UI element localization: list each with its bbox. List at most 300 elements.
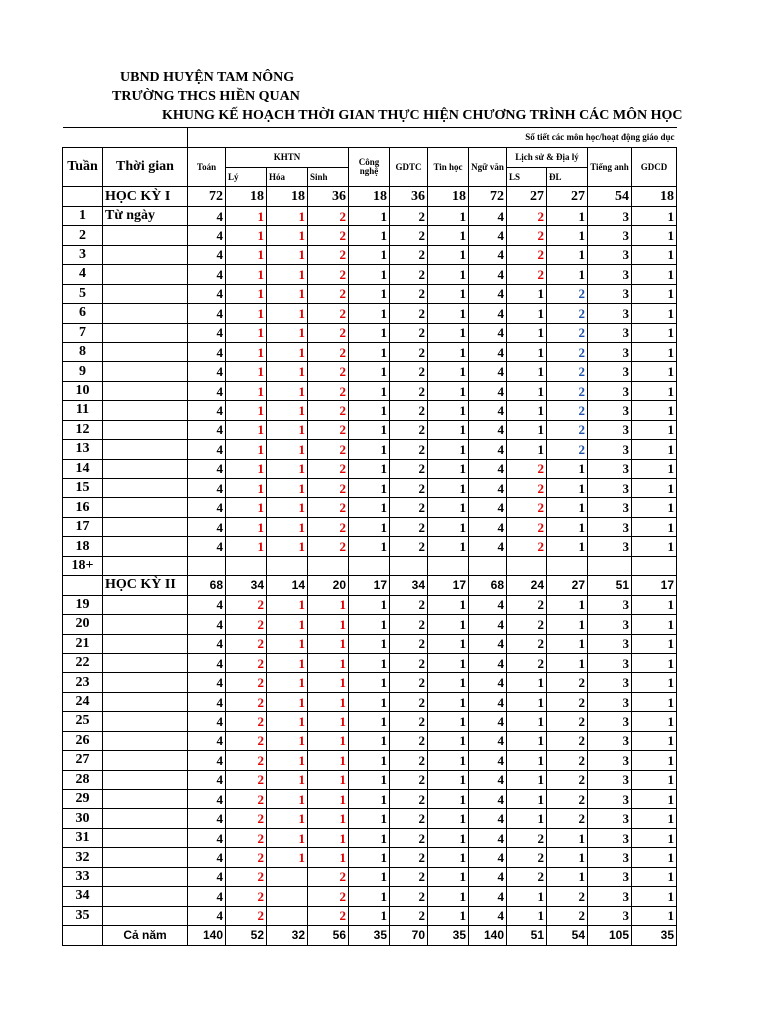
week-number: 17	[63, 517, 103, 536]
table-cell: 2	[390, 828, 428, 847]
period-cell	[103, 323, 188, 342]
table-cell: 4	[188, 828, 226, 847]
table-cell: 1	[349, 809, 390, 828]
table-cell: 2	[507, 848, 547, 867]
table-cell: 3	[588, 712, 632, 731]
week-number: 18+	[63, 556, 103, 575]
table-cell: 1	[428, 440, 469, 459]
total-cell: 27	[547, 187, 588, 206]
table-cell: 1	[267, 712, 308, 731]
table-cell: 2	[308, 401, 349, 420]
table-cell: 1	[267, 848, 308, 867]
table-cell: 1	[267, 420, 308, 439]
table-cell: 1	[349, 401, 390, 420]
table-cell: 4	[469, 634, 507, 653]
table-cell: 1	[226, 479, 267, 498]
table-cell: 1	[428, 206, 469, 225]
table-cell: 4	[469, 498, 507, 517]
table-cell: 1	[428, 906, 469, 925]
table-row	[63, 809, 677, 828]
total-cell: 34	[390, 576, 428, 595]
table-cell: 3	[588, 517, 632, 536]
table-cell: 1	[349, 790, 390, 809]
table-cell: 1	[632, 420, 677, 439]
table-cell: 1	[507, 751, 547, 770]
table-cell: 2	[547, 673, 588, 692]
total-cell: 32	[267, 926, 308, 945]
table-cell: 1	[267, 770, 308, 789]
table-cell: 3	[588, 459, 632, 478]
header-blank	[63, 128, 188, 148]
table-cell	[349, 556, 390, 575]
table-row	[63, 401, 677, 420]
table-cell: 2	[390, 770, 428, 789]
total-cell: 17	[428, 576, 469, 595]
table-cell: 2	[226, 770, 267, 789]
table-cell: 1	[349, 828, 390, 847]
table-cell: 2	[226, 712, 267, 731]
period-cell	[103, 653, 188, 672]
table-row	[63, 226, 677, 245]
table-cell: 1	[507, 887, 547, 906]
week-number: 29	[63, 790, 103, 809]
table-row	[63, 595, 677, 614]
table-cell: 4	[188, 673, 226, 692]
total-cell: 52	[226, 926, 267, 945]
table-cell: 1	[267, 790, 308, 809]
table-cell: 2	[507, 459, 547, 478]
table-cell: 2	[226, 595, 267, 614]
total-cell: 72	[469, 187, 507, 206]
table-cell: 4	[188, 848, 226, 867]
table-cell: 2	[226, 653, 267, 672]
table-cell: 1	[226, 459, 267, 478]
table-cell: 1	[349, 634, 390, 653]
table-cell: 1	[632, 828, 677, 847]
week-number: 4	[63, 265, 103, 284]
table-row	[63, 265, 677, 284]
week-number: 8	[63, 342, 103, 361]
week-number: 31	[63, 828, 103, 847]
table-cell: 2	[308, 226, 349, 245]
table-cell: 1	[632, 537, 677, 556]
table-cell: 4	[188, 498, 226, 517]
table-cell	[267, 906, 308, 925]
week-number: 7	[63, 323, 103, 342]
table-row	[63, 479, 677, 498]
table-cell: 2	[390, 479, 428, 498]
table-row	[63, 887, 677, 906]
table-cell: 1	[308, 692, 349, 711]
total-cell: 54	[588, 187, 632, 206]
table-cell	[547, 556, 588, 575]
table-cell: 1	[226, 498, 267, 517]
table-cell: 2	[547, 381, 588, 400]
table-cell: 1	[632, 226, 677, 245]
table-row	[63, 323, 677, 342]
table-cell: 1	[632, 304, 677, 323]
table-cell: 3	[588, 245, 632, 264]
table-cell: 3	[588, 498, 632, 517]
table-cell: 1	[428, 751, 469, 770]
table-cell: 2	[547, 440, 588, 459]
table-cell: 2	[547, 362, 588, 381]
table-cell: 1	[632, 206, 677, 225]
table-cell: 1	[267, 634, 308, 653]
table-cell: 1	[632, 440, 677, 459]
table-cell: 1	[507, 692, 547, 711]
table-row	[63, 673, 677, 692]
table-cell: 1	[547, 459, 588, 478]
table-cell: 4	[469, 867, 507, 886]
table-cell: 4	[188, 615, 226, 634]
table-cell: 1	[308, 615, 349, 634]
week-number: 9	[63, 362, 103, 381]
table-cell: 1	[507, 712, 547, 731]
table-cell: 1	[547, 615, 588, 634]
table-cell: 1	[632, 712, 677, 731]
table-cell: 1	[632, 517, 677, 536]
table-cell: 3	[588, 770, 632, 789]
table-cell: 1	[267, 595, 308, 614]
table-cell: 2	[390, 323, 428, 342]
table-cell: 4	[188, 517, 226, 536]
total-cell: 18	[632, 187, 677, 206]
table-cell: 2	[226, 790, 267, 809]
table-cell: 2	[547, 790, 588, 809]
table-cell: 1	[428, 304, 469, 323]
total-cell: 51	[507, 926, 547, 945]
table-cell: 2	[390, 284, 428, 303]
table-cell: 1	[428, 226, 469, 245]
table-cell: 2	[308, 887, 349, 906]
table-cell: 1	[349, 595, 390, 614]
table-cell: 1	[267, 692, 308, 711]
table-cell	[469, 556, 507, 575]
table-cell: 1	[632, 498, 677, 517]
table-cell: 1	[632, 284, 677, 303]
table-cell: 2	[547, 731, 588, 750]
table-cell: 1	[547, 595, 588, 614]
week-number: 21	[63, 634, 103, 653]
week-number: 16	[63, 498, 103, 517]
table-cell: 1	[349, 867, 390, 886]
table-cell: 1	[226, 517, 267, 536]
table-cell: 1	[226, 226, 267, 245]
table-cell: 1	[267, 731, 308, 750]
week-number: 33	[63, 867, 103, 886]
table-cell: 2	[390, 401, 428, 420]
table-cell: 1	[428, 653, 469, 672]
table-cell: 3	[588, 362, 632, 381]
table-cell: 2	[507, 537, 547, 556]
semester1-row	[63, 187, 677, 206]
total-cell: 18	[349, 187, 390, 206]
table-cell: 1	[428, 342, 469, 361]
week-number: 19	[63, 595, 103, 614]
table-cell: 1	[547, 828, 588, 847]
table-cell: 1	[547, 498, 588, 517]
week-number: 5	[63, 284, 103, 303]
table-cell: 2	[390, 226, 428, 245]
table-cell: 2	[547, 692, 588, 711]
table-row	[63, 615, 677, 634]
week-number: 24	[63, 692, 103, 711]
table-cell: 1	[632, 906, 677, 925]
table-cell: 4	[469, 323, 507, 342]
table-cell: 1	[428, 420, 469, 439]
table-cell: 2	[507, 245, 547, 264]
table-cell: 1	[547, 265, 588, 284]
week-number: 26	[63, 731, 103, 750]
table-cell: 4	[469, 304, 507, 323]
col-tinhoc: Tin học	[428, 148, 469, 187]
table-cell: 1	[632, 673, 677, 692]
table-cell: 4	[469, 362, 507, 381]
table-cell: 2	[547, 401, 588, 420]
table-cell: 1	[507, 284, 547, 303]
table-cell: 1	[632, 848, 677, 867]
table-cell: 2	[507, 517, 547, 536]
table-cell: 1	[632, 867, 677, 886]
table-cell: 3	[588, 653, 632, 672]
period-cell	[103, 459, 188, 478]
table-cell: 4	[469, 595, 507, 614]
week-number: 20	[63, 615, 103, 634]
table-cell: 4	[188, 206, 226, 225]
table-cell	[428, 556, 469, 575]
table-cell: 1	[428, 323, 469, 342]
table-cell	[188, 556, 226, 575]
table-cell: 2	[226, 809, 267, 828]
total-cell: 14	[267, 576, 308, 595]
week-number: 27	[63, 751, 103, 770]
table-cell: 3	[588, 692, 632, 711]
table-cell: 4	[469, 653, 507, 672]
col-gdcd: GDCD	[632, 148, 677, 187]
table-cell: 2	[507, 595, 547, 614]
table-cell: 4	[188, 537, 226, 556]
table-cell: 1	[428, 537, 469, 556]
table-cell: 1	[428, 498, 469, 517]
table-cell: 2	[507, 479, 547, 498]
table-cell: 1	[507, 440, 547, 459]
table-cell: 3	[588, 867, 632, 886]
table-cell: 1	[428, 615, 469, 634]
table-cell: 2	[308, 206, 349, 225]
table-cell: 2	[547, 304, 588, 323]
total-cell: 17	[632, 576, 677, 595]
table-cell: 1	[226, 323, 267, 342]
table-cell: 1	[349, 304, 390, 323]
table-cell: 2	[390, 751, 428, 770]
period-cell	[103, 887, 188, 906]
table-cell: 1	[226, 440, 267, 459]
table-cell: 2	[390, 595, 428, 614]
table-row	[63, 634, 677, 653]
table-cell: 1	[349, 245, 390, 264]
table-cell: 3	[588, 828, 632, 847]
org-name: UBND HUYỆN TAM NÔNG	[120, 70, 295, 85]
table-cell: 4	[469, 712, 507, 731]
period-cell	[103, 537, 188, 556]
table-cell: 2	[308, 867, 349, 886]
table-row	[63, 245, 677, 264]
table-cell: 4	[469, 887, 507, 906]
table-cell: 2	[507, 828, 547, 847]
table-cell: 1	[428, 887, 469, 906]
table-cell: 2	[226, 615, 267, 634]
table-cell: 2	[390, 381, 428, 400]
table-cell: 4	[469, 615, 507, 634]
col-dl: ĐL	[547, 168, 588, 187]
table-cell: 1	[632, 615, 677, 634]
table-cell: 4	[469, 770, 507, 789]
table-cell: 1	[547, 537, 588, 556]
table-cell: 3	[588, 206, 632, 225]
table-cell: 1	[547, 653, 588, 672]
table-cell	[308, 556, 349, 575]
period-cell	[103, 809, 188, 828]
table-cell: 1	[349, 206, 390, 225]
table-cell: 1	[308, 712, 349, 731]
table-row	[63, 206, 677, 225]
table-cell: 2	[547, 712, 588, 731]
table-row	[63, 537, 677, 556]
table-cell: 1	[349, 712, 390, 731]
table-cell	[507, 556, 547, 575]
table-cell: 1	[308, 731, 349, 750]
table-row	[63, 440, 677, 459]
table-cell: 1	[349, 673, 390, 692]
table-cell: 2	[547, 751, 588, 770]
table-cell: 3	[588, 401, 632, 420]
table-cell: 2	[390, 440, 428, 459]
week-number: 2	[63, 226, 103, 245]
table-cell: 1	[267, 440, 308, 459]
table-cell: 4	[188, 790, 226, 809]
table-cell: 1	[349, 770, 390, 789]
week-number: 32	[63, 848, 103, 867]
period-cell	[103, 479, 188, 498]
table-cell: 2	[547, 284, 588, 303]
table-cell: 1	[349, 420, 390, 439]
table-row	[63, 770, 677, 789]
table-cell: 1	[632, 887, 677, 906]
table-cell: 4	[188, 809, 226, 828]
total-cell: 36	[390, 187, 428, 206]
period-cell	[103, 342, 188, 361]
total-cell: 56	[308, 926, 349, 945]
table-cell: 2	[390, 245, 428, 264]
table-cell: 2	[507, 615, 547, 634]
period-cell	[103, 595, 188, 614]
total-cell: 27	[507, 187, 547, 206]
total-cell: 36	[308, 187, 349, 206]
table-cell: 1	[547, 479, 588, 498]
table-cell: 2	[308, 323, 349, 342]
table-cell: 1	[632, 265, 677, 284]
table-cell: 1	[632, 770, 677, 789]
table-cell: 1	[349, 731, 390, 750]
table-cell: 1	[632, 401, 677, 420]
table-cell: 2	[308, 381, 349, 400]
table-cell: 2	[507, 867, 547, 886]
table-cell: 1	[267, 226, 308, 245]
table-cell: 4	[188, 653, 226, 672]
period-cell	[103, 304, 188, 323]
total-cell: 34	[226, 576, 267, 595]
table-cell: 2	[390, 653, 428, 672]
table-cell: 2	[308, 304, 349, 323]
total-cell: 35	[349, 926, 390, 945]
table-cell: 1	[267, 342, 308, 361]
table-cell: 4	[188, 595, 226, 614]
table-cell: 1	[632, 245, 677, 264]
table-cell: 2	[547, 887, 588, 906]
table-cell: 4	[188, 245, 226, 264]
table-cell: 2	[308, 362, 349, 381]
period-cell	[103, 615, 188, 634]
table-cell: 2	[308, 906, 349, 925]
table-row	[63, 498, 677, 517]
table-cell: 1	[267, 265, 308, 284]
table-cell: 2	[547, 420, 588, 439]
table-cell: 4	[188, 712, 226, 731]
table-cell: 2	[547, 906, 588, 925]
table-row	[63, 362, 677, 381]
table-cell: 1	[428, 284, 469, 303]
week-number: 15	[63, 479, 103, 498]
total-cell: 140	[188, 926, 226, 945]
table-cell: 4	[469, 673, 507, 692]
table-cell: 3	[588, 265, 632, 284]
period-label: HỌC KỲ I	[103, 187, 188, 206]
table-cell: 4	[469, 265, 507, 284]
table-cell: 2	[390, 498, 428, 517]
table-cell: 2	[226, 692, 267, 711]
table-cell: 1	[267, 459, 308, 478]
table-cell: 1	[507, 770, 547, 789]
col-tienganh: Tiếng anh	[588, 148, 632, 187]
table-cell: 1	[267, 245, 308, 264]
table-cell: 3	[588, 731, 632, 750]
table-cell: 1	[349, 887, 390, 906]
table-cell: 2	[390, 206, 428, 225]
period-cell	[103, 265, 188, 284]
table-cell: 2	[226, 848, 267, 867]
table-cell: 2	[390, 362, 428, 381]
table-cell: 2	[390, 420, 428, 439]
week-number: 25	[63, 712, 103, 731]
table-cell: 1	[349, 323, 390, 342]
table-row	[63, 556, 677, 575]
table-cell: 4	[469, 731, 507, 750]
table-cell: 1	[632, 381, 677, 400]
total-cell: 18	[226, 187, 267, 206]
table-cell: 3	[588, 323, 632, 342]
table-cell: 4	[188, 304, 226, 323]
table-cell: 1	[349, 226, 390, 245]
table-cell: 1	[308, 595, 349, 614]
table-cell: 2	[390, 712, 428, 731]
table-cell: 2	[226, 731, 267, 750]
table-cell: 4	[469, 206, 507, 225]
table-cell	[226, 556, 267, 575]
table-cell: 4	[188, 284, 226, 303]
table-row	[63, 751, 677, 770]
period-cell	[103, 362, 188, 381]
